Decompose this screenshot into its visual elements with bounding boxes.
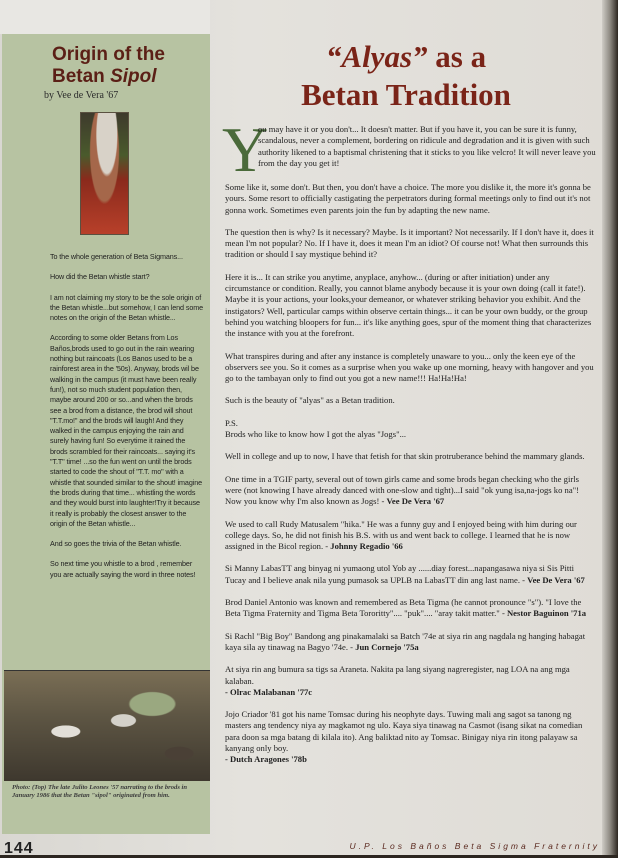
entry-author: Vee De Vera '67 [527,574,585,585]
photo-caption: Photo: (Top) The late Julito Leones '57 narrating to the brods in January 1986 that the Betan "sipol" originated from him. [12,784,188,800]
entry-text: Si Rachl "Big Boy" Bandong ang pinakamalaki sa Batch '74e at siya rin ang nagdala ng hanging habagat kaya sila ay tinawag na Bagyo '74e. - [225,630,586,652]
sidebar-paragraph: I am not claiming my story to be the sole origin of the Betan whistle...but somehow, I can lend some notes on the origin of the Betan whistle... [50,292,204,323]
group-photo [4,670,210,781]
article-paragraph: What transpires during and after any instance is completely unaware to you... only the keen eye of the observers see you. So it comes as a surprise when you wake up one morning, heavy with hangover and you go to the tambayan only to find out you got a new name!!! Ha!Ha!Ha! [225,350,594,384]
entry-author: Johnny Regadio '66 [330,541,403,552]
alyas-entry [225,597,597,620]
alyas-entry [225,631,597,654]
sidebar-paragraph: How did the Betan whistle start? [50,272,150,282]
top-band [0,0,210,34]
alyas-entry [225,519,597,553]
article-lead: ou may have it or you don't... It doesn't matter. But if you have it, you can be sure it is funny, scandalous, never a complement, bordering on ridicule and degradation and it is given with such authority likened to a baptismal christening that it sticks to you like velcro! It will never leave you from the day you get it! [258,124,596,168]
page-number: 144 [4,840,34,857]
ps-label: P.S. [225,417,238,428]
entry-author: - Olrac Malabanan '77c [225,686,313,697]
article-paragraph: The question then is why? Is it necessary? Maybe. Is it important? Not necessarily. If I don't have it, does it mean I'm not popular? No. If I have it, does it mean I'm an idiot? Of course not! What then surrounds this tradition or should I say mystique behind it? [225,226,594,260]
sidebar-title-word: Betan [52,66,105,87]
ps-intro: Brods who like to know how I got the alyas "Jogs"... [225,429,407,440]
sidebar-paragraph: To the whole generation of Beta Sigmans... [50,252,183,261]
sidebar-paragraph: So next time you whistle to a brod , remember you are actually saying the word in three notes! [50,559,196,579]
article-paragraph: Some like it, some don't. But then, you don't have a choice. The more you dislike it, the more it's gonna be yours. Some resort to officially castigating the perpetrators during formal meetings only to find out it's not gonna work. Sometimes even parents join the fun by adapting the new name. [225,182,591,215]
article-paragraph: Here it is... It can strike you anytime, anyplace, anyhow... (during or after initiation) under any circumstance or condition. Really, you cannot blame anybody because it is your own doing (call it fate!). Maybe it is your actions, your looks,your demeanor, or whatever striking behavior you exhibit. And the instigators? Well, particular camps within observe certain things... it can be your own buddy, or the group behind you watching bloopers for fun... it's like anything goes, spur of the moment thing that characterizes the instance with you at the forefront. [225,271,592,339]
entry-text: Jojo Criador '81 got his name Tomsac during his neophyte days. Tuwing mali ang sagot sa tanong ng masters ang tendency niya ay magkamot ng ulo. Kaya siya tinawag na Casmot (isang sikat na comedian para doon sa mga batang di kilala ito). Ang baliktad nito ay Tomsac. Binigay niya rin itong palayaw sa kanyang only boy. [225,709,583,753]
drop-cap: Y [222,114,269,185]
article-title-italic: “Alyas” [325,39,428,74]
entry-author: Jun Cornejo '75a [355,641,419,652]
article-title-rest: as a [435,39,487,74]
article-body [225,182,597,777]
alyas-entry [225,664,597,698]
sidebar-byline: by Vee de Vera '67 [44,90,119,101]
ps-block [225,418,597,441]
alyas-entry [225,709,597,765]
entry-author: Nestor Baguinon '71a [506,608,587,619]
article-paragraph: Such is the beauty of "alyas" as a Betan tradition. [225,395,395,406]
entry-author: Vee De Vera '67 [386,496,445,507]
sidebar-paragraph: And so goes the trivia of the Betan whistle. [50,539,182,549]
entry-author: - Dutch Aragones '78b [225,754,307,765]
sidebar-paragraph: According to some older Betans from Los Baños,brods used to go out in the rain wearing nothing but raincoats (Los Banos used to be a rainforest area in the '50s). Anyway, brods wil be walking in the campus (it must have been really fun!), not so much student population then, maybe around 200 or so...and when the brods see a brod from a distance, the brod will shout "T.T.mo!" and the brods will laugh! And they walked in the campus enjoying the rain and surely having fun! So everytime it rained the brods scrambled for their raincoats... saying it's "T.T" time! ...so the fun went on until the brods started to code the shout of "T.T. mo" with a whistle that sounded similar to the shout! imagine the brods during that time... whistling the words and they would burst into laughter!Try it because it really is probably the closest answer to the origin of the Betan whistle... [50,333,203,528]
sidebar-body [50,252,204,590]
article-title [216,38,596,114]
entry-text: We used to call Rudy Matusalem "hika." He was a funny guy and I enjoyed being with him during our college days. So, he did not finish his B.S. with us and went back to college. I learned that he is now assigned in the Bicol region. - [225,518,577,552]
alyas-entry [225,451,597,462]
sidebar-title [52,44,202,88]
alyas-entry [225,474,597,508]
book-spine-shadow [602,0,618,855]
entry-text: At siya rin ang bumura sa tigs sa Araneta. Nakita pa lang siyang nagreregister, nag LOA na ang mga kalaban. [225,664,570,686]
sidebar-title-italic: Sipol [110,66,157,87]
alyas-entry [225,563,597,586]
article-title-line1 [216,38,596,76]
entry-text: Well in college and up to now, I have that fetish for that skin protruberance behind the mammary glands. [225,451,585,462]
running-footer: U.P. Los Baños Beta Sigma Fraternity [349,841,600,851]
sidebar-title-line2 [52,66,202,88]
sidebar-title-line1: Origin of the [52,44,165,65]
author-portrait-photo [80,112,129,235]
article-title-line2: Betan Tradition [301,77,511,112]
entry-text: One time in a TGIF party, several out of town girls came and some brods began checking who the girls were (not knowing I have already danced with one-slow and tight)...I said "ok yung isa,na-jogs ko na"! Now you know why I'm also known as Jogs! - [225,473,580,507]
entry-text: Si Manny LabasTT ang binyag ni yumaong utol Yob ay ......diay forest...napangasawa niya si Sis Pitti Tucay and I believe anak nila yung pumasok sa UPLB na LabasTT din ang last name. - [225,563,575,585]
entry-text: Brod Daniel Antonio was known and remembered as Beta Tigma (he cannot pronounce "s"). "I love the Beta Tigma Fraternity and Tigma Beta Tororitty".... "puk".... "aray takit matter." - [225,597,582,619]
